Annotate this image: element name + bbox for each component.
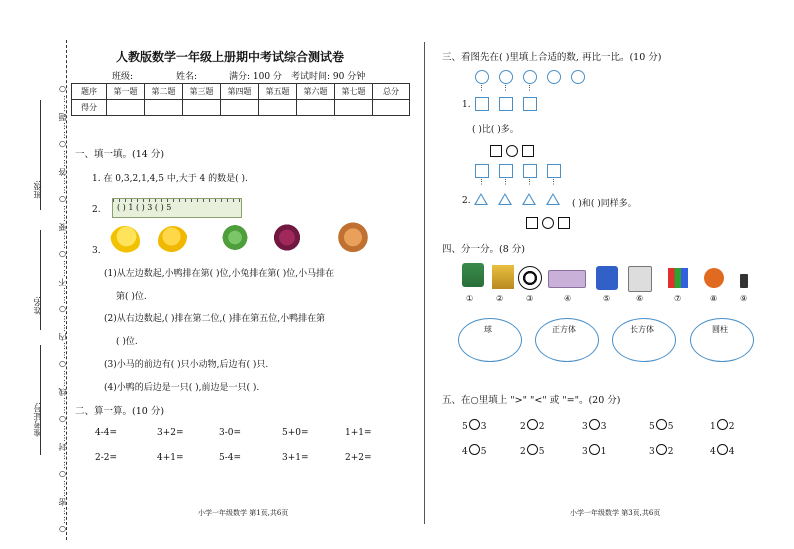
compare-circle[interactable] <box>527 419 538 430</box>
item-number: ⑦ <box>674 294 682 303</box>
group-label-ball: 球 <box>484 325 492 334</box>
circle-shape <box>475 70 489 84</box>
section5-title: 五、在○里填上 ">" "<" 或 "="。(20 分) <box>442 395 621 406</box>
binding-class-label: 班级: <box>33 180 42 199</box>
item-number: ⑥ <box>636 294 644 303</box>
square-shape <box>499 97 513 111</box>
answer-circle-box[interactable] <box>506 145 518 157</box>
score-cell: 第七题 <box>335 84 373 100</box>
item-number: ⑤ <box>603 294 611 303</box>
score-input-cell[interactable] <box>221 100 259 116</box>
triangle-shape <box>522 193 536 205</box>
rabbit-image <box>220 224 250 254</box>
calc-item: 2-2= <box>95 453 118 463</box>
header-full-score: 满分: 100 分 <box>229 72 282 82</box>
item-number: ① <box>466 294 474 303</box>
circle-shape <box>499 70 513 84</box>
horse-image <box>272 224 302 254</box>
item-number: ② <box>496 294 504 303</box>
answer-circle-box[interactable] <box>542 217 554 229</box>
header-exam-time: 考试时间: 90 分钟 <box>291 72 366 82</box>
compare-item: 2 5 <box>520 444 544 457</box>
score-cell: 第三题 <box>183 84 221 100</box>
compare-item: 4 4 <box>710 444 734 457</box>
chick-image <box>110 226 140 256</box>
dots: ⋮ <box>502 84 509 92</box>
compare-circle[interactable] <box>656 419 667 430</box>
question3-part3: (3)小马的前边有( )只小动物,后边有( )只. <box>104 360 269 370</box>
battery-image <box>740 274 748 288</box>
item-number: ⑧ <box>710 294 718 303</box>
circle-shape <box>523 70 537 84</box>
question3-part2-line1: (2)从右边数起,( )排在第二位,( )排在第五位,小鸭排在第 <box>104 314 326 324</box>
dots: ⋮ <box>478 84 485 92</box>
group-label-cylinder: 圆柱 <box>712 325 728 334</box>
circle-shape <box>571 70 585 84</box>
question3-number: 3. <box>92 246 101 256</box>
score-cell: 总分 <box>373 84 410 100</box>
calc-item: 5+0= <box>282 428 309 438</box>
answer-square-box[interactable] <box>526 217 538 229</box>
score-table-header-row <box>72 84 410 100</box>
calc-item: 5-4= <box>219 453 242 463</box>
compare-circle[interactable] <box>469 419 480 430</box>
cylinder-can-image <box>462 263 484 287</box>
question3-part1-line1: (1)从左边数起,小鸭排在第( )位,小兔排在第( )位,小马排在 <box>104 269 335 279</box>
score-cell: 第六题 <box>297 84 335 100</box>
calc-item: 4+1= <box>157 453 184 463</box>
calc-item: 4-4= <box>95 428 118 438</box>
compare-circle[interactable] <box>589 419 600 430</box>
item-number: ⑨ <box>740 294 748 303</box>
score-input-cell[interactable] <box>259 100 297 116</box>
group-label-cuboid: 长方体 <box>630 325 654 334</box>
compare-circle[interactable] <box>589 444 600 455</box>
row1-number: 1. <box>462 100 471 110</box>
binding-examno-label: 准考证号: <box>33 402 42 437</box>
binding-examno-line <box>40 345 41 455</box>
row2-number: 2. <box>462 196 471 206</box>
soccer-ball-image <box>518 266 542 290</box>
calc-item: 2+2= <box>345 453 372 463</box>
right-page-footer: 小学一年级数学 第3页,共6页 <box>570 509 661 517</box>
question3-part2-line2: ( )位. <box>116 337 138 347</box>
score-input-cell[interactable] <box>183 100 221 116</box>
score-input-cell[interactable] <box>335 100 373 116</box>
dice-image <box>596 266 618 290</box>
question2-number: 2. <box>92 205 101 215</box>
binding-class-line <box>40 100 41 210</box>
compare-item: 3 3 <box>582 419 606 432</box>
calc-item: 1+1= <box>345 428 372 438</box>
score-input-cell[interactable] <box>107 100 145 116</box>
score-table-score-row <box>72 100 410 116</box>
compare-circle[interactable] <box>656 444 667 455</box>
triangle-shape <box>498 193 512 205</box>
compare-item: 5 3 <box>462 419 486 432</box>
dots: ⋮ <box>526 84 533 92</box>
compare-item: 2 2 <box>520 419 544 432</box>
square-shape <box>547 164 561 178</box>
answer-square-box[interactable] <box>558 217 570 229</box>
calc-item: 3+2= <box>157 428 184 438</box>
compare-item: 4 5 <box>462 444 486 457</box>
duckling-image <box>158 226 188 256</box>
box-image <box>492 265 514 289</box>
pencil-box-image <box>548 270 586 288</box>
dots: ⋮ <box>478 178 485 186</box>
score-cell: 第二题 <box>145 84 183 100</box>
triangle-shape <box>546 193 560 205</box>
compare-item: 5 5 <box>649 419 673 432</box>
score-input-cell[interactable] <box>145 100 183 116</box>
section2-title: 二、算一算。(10 分) <box>75 406 165 417</box>
section4-title: 四、分一分。(8 分) <box>442 244 525 255</box>
seal-line-text: ○……密……○……封……○……线……○……内……○……不……○……要……○……答……○……题……○ <box>58 84 67 534</box>
triangle-shape <box>474 193 488 205</box>
calc-item: 3+1= <box>282 453 309 463</box>
row1-answer: ( )比( )多。 <box>472 125 519 135</box>
group-label-cube: 正方体 <box>552 325 576 334</box>
row2-answer: ( )和( )同样多。 <box>572 199 637 209</box>
score-table <box>71 83 410 116</box>
section1-title: 一、填一填。(14 分) <box>75 149 165 160</box>
compare-circle[interactable] <box>717 419 728 430</box>
ruler-ticks <box>113 199 241 202</box>
binding-name-line <box>40 230 41 330</box>
puppy-image <box>336 222 370 256</box>
dots: ⋮ <box>502 178 509 186</box>
dots: ⋮ <box>526 178 533 186</box>
mug-image <box>628 266 652 292</box>
compare-circle[interactable] <box>469 444 480 455</box>
page-title: 人教版数学一年级上册期中考试综合测试卷 <box>116 50 345 64</box>
compare-item: 3 2 <box>649 444 673 457</box>
square-shape <box>475 164 489 178</box>
rubiks-cube-image <box>668 268 688 288</box>
score-cell: 第一题 <box>107 84 145 100</box>
item-number: ④ <box>564 294 572 303</box>
score-cell: 第五题 <box>259 84 297 100</box>
compare-item: 3 1 <box>582 444 606 457</box>
score-cell: 得分 <box>72 100 107 116</box>
score-cell: 题序 <box>72 84 107 100</box>
binding-name-label: 姓名: <box>33 296 42 315</box>
basketball-image <box>704 268 724 288</box>
question3-part4: (4)小鸭的后边是一只( ),前边是一只( ). <box>104 383 260 393</box>
square-shape <box>475 97 489 111</box>
compare-circle[interactable] <box>717 444 728 455</box>
section3-title: 三、看图先在( )里填上合适的数, 再比一比。(10 分) <box>442 52 662 63</box>
square-shape <box>499 164 513 178</box>
question1: 1. 在 0,3,2,1,4,5 中,大于 4 的数是( ). <box>92 174 248 184</box>
header-name-label: 姓名: <box>176 72 198 82</box>
left-page-footer: 小学一年级数学 第1页,共6页 <box>198 509 289 517</box>
calc-item: 3-0= <box>219 428 242 438</box>
answer-square-box[interactable] <box>490 145 502 157</box>
dots: ⋮ <box>550 178 557 186</box>
score-input-cell[interactable] <box>373 100 410 116</box>
square-shape <box>523 164 537 178</box>
ruler-image <box>112 198 242 218</box>
compare-circle[interactable] <box>527 444 538 455</box>
square-shape <box>523 97 537 111</box>
circle-shape <box>547 70 561 84</box>
compare-item: 1 2 <box>710 419 734 432</box>
column-divider <box>424 42 425 524</box>
item-number: ③ <box>526 294 534 303</box>
question3-part1-line2: 第( )位. <box>116 292 147 302</box>
score-input-cell[interactable] <box>297 100 335 116</box>
score-cell: 第四题 <box>221 84 259 100</box>
header-class-label: 班级: <box>112 72 134 82</box>
ruler-text: ( ) 1 ( ) 3 ( ) 5 <box>117 203 172 212</box>
answer-square-box[interactable] <box>522 145 534 157</box>
